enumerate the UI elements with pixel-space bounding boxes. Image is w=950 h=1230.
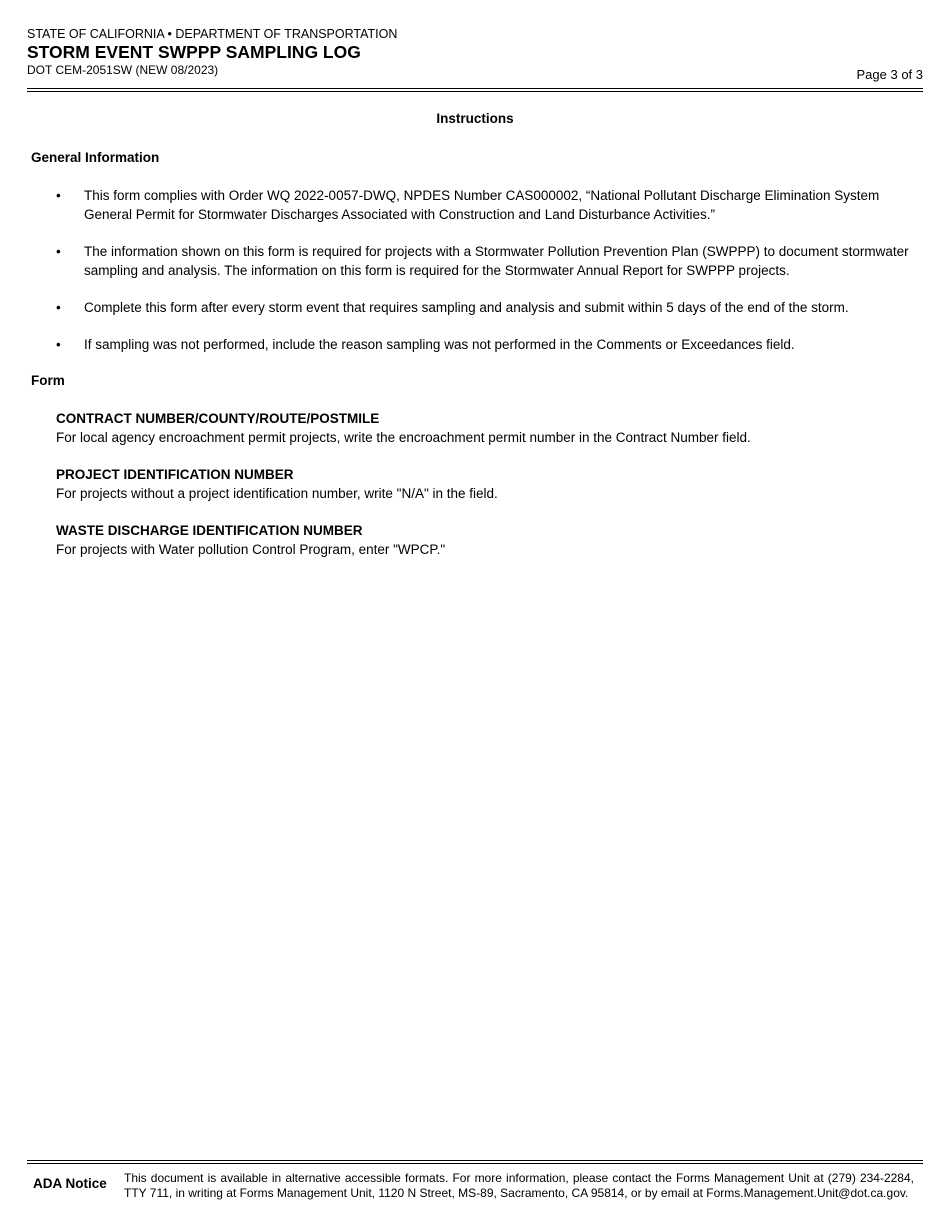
footer-divider	[27, 1160, 923, 1164]
form-number: DOT CEM-2051SW (NEW 08/2023)	[27, 63, 219, 77]
field-instruction-contract-number	[56, 410, 916, 448]
field-instruction-text: For projects without a project identification number, write "N/A" in the field.	[56, 486, 498, 501]
field-instruction-waste-discharge-id	[56, 522, 916, 560]
list-item-text: This form complies with Order WQ 2022-0057-DWQ, NPDES Number CAS000002, “National Pollutant Discharge Elimination System General Permit for Stormwater Discharges Associated with Construction and Land Disturbance Activities.”	[84, 188, 880, 222]
ada-notice-text: This document is available in alternative accessible formats. For more information, please contact the Forms Management Unit at (279) 234-2284, TTY 711, in writing at Forms Management Unit, 1120 N Street, MS-89, Sacramento, CA 95814, or by email at Forms.Management.Unit@dot.ca.gov.	[124, 1171, 914, 1200]
field-instruction-title: WASTE DISCHARGE IDENTIFICATION NUMBER	[56, 523, 363, 538]
ada-notice-label: ADA Notice	[33, 1176, 107, 1191]
header-divider	[27, 88, 923, 92]
bullet-icon: •	[56, 188, 61, 203]
agency-line: STATE OF CALIFORNIA • DEPARTMENT OF TRANSPORTATION	[27, 27, 398, 41]
field-instruction-text: For projects with Water pollution Control Program, enter "WPCP."	[56, 542, 446, 557]
bullet-icon: •	[56, 244, 61, 259]
bullet-icon: •	[56, 337, 61, 352]
field-instruction-text: For local agency encroachment permit projects, write the encroachment permit number in the Contract Number field.	[56, 430, 751, 445]
instructions-heading: Instructions	[436, 111, 514, 126]
field-instruction-title: PROJECT IDENTIFICATION NUMBER	[56, 467, 294, 482]
list-item-text: If sampling was not performed, include the reason sampling was not performed in the Comments or Exceedances field.	[84, 337, 795, 352]
list-item-text: The information shown on this form is required for projects with a Stormwater Pollution Prevention Plan (SWPPP) to document stormwater sampling and analysis. The information on this form is required for the Stormwater Annual Report for SWPPP projects.	[84, 244, 909, 278]
page-number: Page 3 of 3	[856, 67, 923, 82]
general-information-list	[56, 186, 916, 372]
list-item-text: Complete this form after every storm event that requires sampling and analysis and submit within 5 days of the end of the storm.	[84, 300, 849, 315]
form-header	[27, 27, 923, 82]
form-section-heading: Form	[31, 373, 65, 388]
general-information-heading: General Information	[31, 150, 160, 165]
bullet-icon: •	[56, 300, 61, 315]
list-item	[56, 242, 916, 280]
list-item	[56, 335, 916, 354]
field-instruction-project-id	[56, 466, 916, 504]
form-title: STORM EVENT SWPPP SAMPLING LOG	[27, 42, 361, 62]
list-item	[56, 298, 916, 317]
list-item	[56, 186, 916, 224]
field-instruction-title: CONTRACT NUMBER/COUNTY/ROUTE/POSTMILE	[56, 411, 380, 426]
